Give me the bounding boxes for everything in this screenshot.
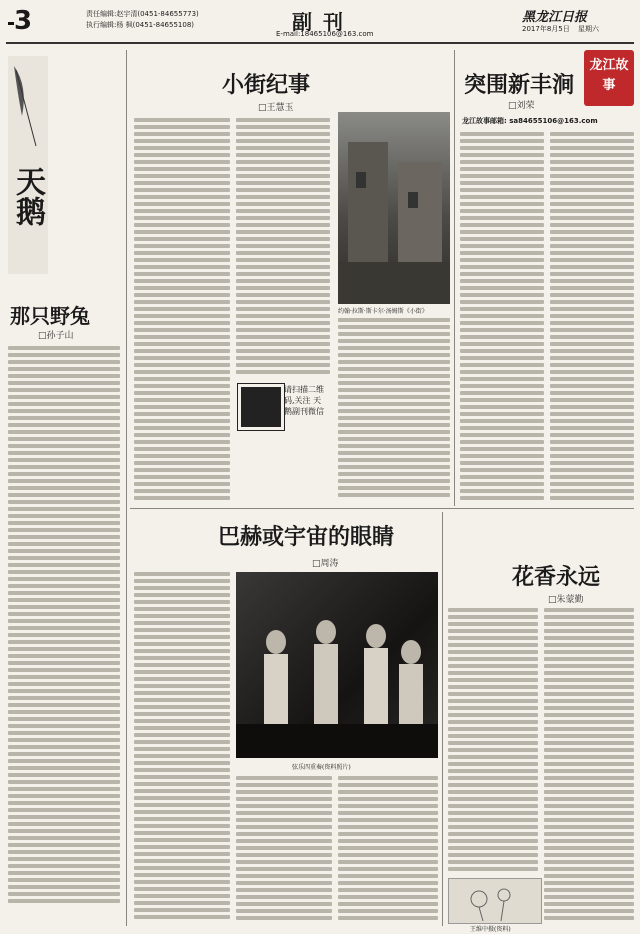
quill-icon (8, 56, 48, 274)
editor-line-2: 执行编辑:杨 枫(0451-84655108) (86, 21, 195, 29)
qr-block (238, 384, 328, 494)
weekday: 星期六 (577, 25, 599, 33)
flower-sketch-image (449, 879, 541, 923)
bach-author: □周涛 (312, 559, 339, 569)
longjiang-contact: 龙江故事邮箱: sa84655106@163.com (462, 117, 598, 125)
longjiang-badge-text: 龙江故事 (589, 58, 629, 93)
feature-title: 那只野兔 (10, 304, 90, 328)
breakout-body-2 (550, 132, 634, 506)
bach-body-3 (338, 776, 438, 926)
date: 2017年8月5日 (522, 25, 570, 33)
editor-line-1: 责任编辑:赵宇清(0451-84655773) (86, 10, 199, 18)
quartet-photo (236, 572, 438, 758)
street-body-1 (134, 118, 230, 503)
flower-title: 花香永远 (512, 564, 601, 590)
editor-info (86, 9, 199, 31)
flower-author: □朱蒙勤 (548, 595, 584, 605)
bach-title: 巴赫或宇宙的眼睛 (218, 524, 395, 550)
longjiang-badge (584, 50, 634, 106)
street-body-3 (338, 318, 450, 504)
header-rule (6, 42, 634, 44)
date-line (522, 24, 599, 34)
sidebar-column-banner (8, 56, 48, 274)
street-title: 小街纪事 (222, 72, 311, 98)
street-author: □王慧玉 (258, 103, 294, 113)
breakout-title: 突围新丰涧 (464, 72, 575, 98)
page-number-dash (8, 22, 14, 25)
page-number: 3 (14, 6, 33, 36)
feature-author: □孙子山 (38, 331, 74, 341)
string-quartet-image (236, 572, 438, 758)
qr-text: 请扫描二维码,关注 天鹅副刊微信 (284, 385, 324, 416)
email-line: E-mail:18465106@163.com (276, 30, 374, 38)
bach-body-2 (236, 776, 332, 926)
feature-body (8, 346, 120, 926)
breakout-body-1 (460, 132, 544, 506)
qr-code (238, 384, 284, 430)
quartet-photo-caption: 弦乐四重奏(资料照片) (292, 764, 351, 771)
flower-body-1 (448, 608, 538, 876)
street-scene-image (338, 112, 450, 304)
breakout-author: □刘荣 (508, 101, 535, 111)
street-photo-caption: 约翰·拉斯·斯卡尔·汤姆斯《小街》 (338, 308, 428, 315)
flower-body-2 (544, 608, 634, 926)
flower-photo-caption: 王维中摄(资料) (470, 926, 511, 933)
mid-divider (130, 508, 634, 509)
section-title: 副 刊 (292, 10, 345, 34)
sidebar-divider (126, 50, 127, 926)
column-title: 天鹅 (10, 166, 45, 226)
street-body-2 (236, 118, 330, 378)
street-photo (338, 112, 450, 304)
street-divider (454, 50, 455, 506)
paper-name: 黑龙江日报 (522, 10, 588, 25)
flower-photo (448, 878, 542, 924)
bach-body-1 (134, 572, 230, 926)
page-header (0, 0, 640, 42)
bach-divider (442, 512, 443, 926)
